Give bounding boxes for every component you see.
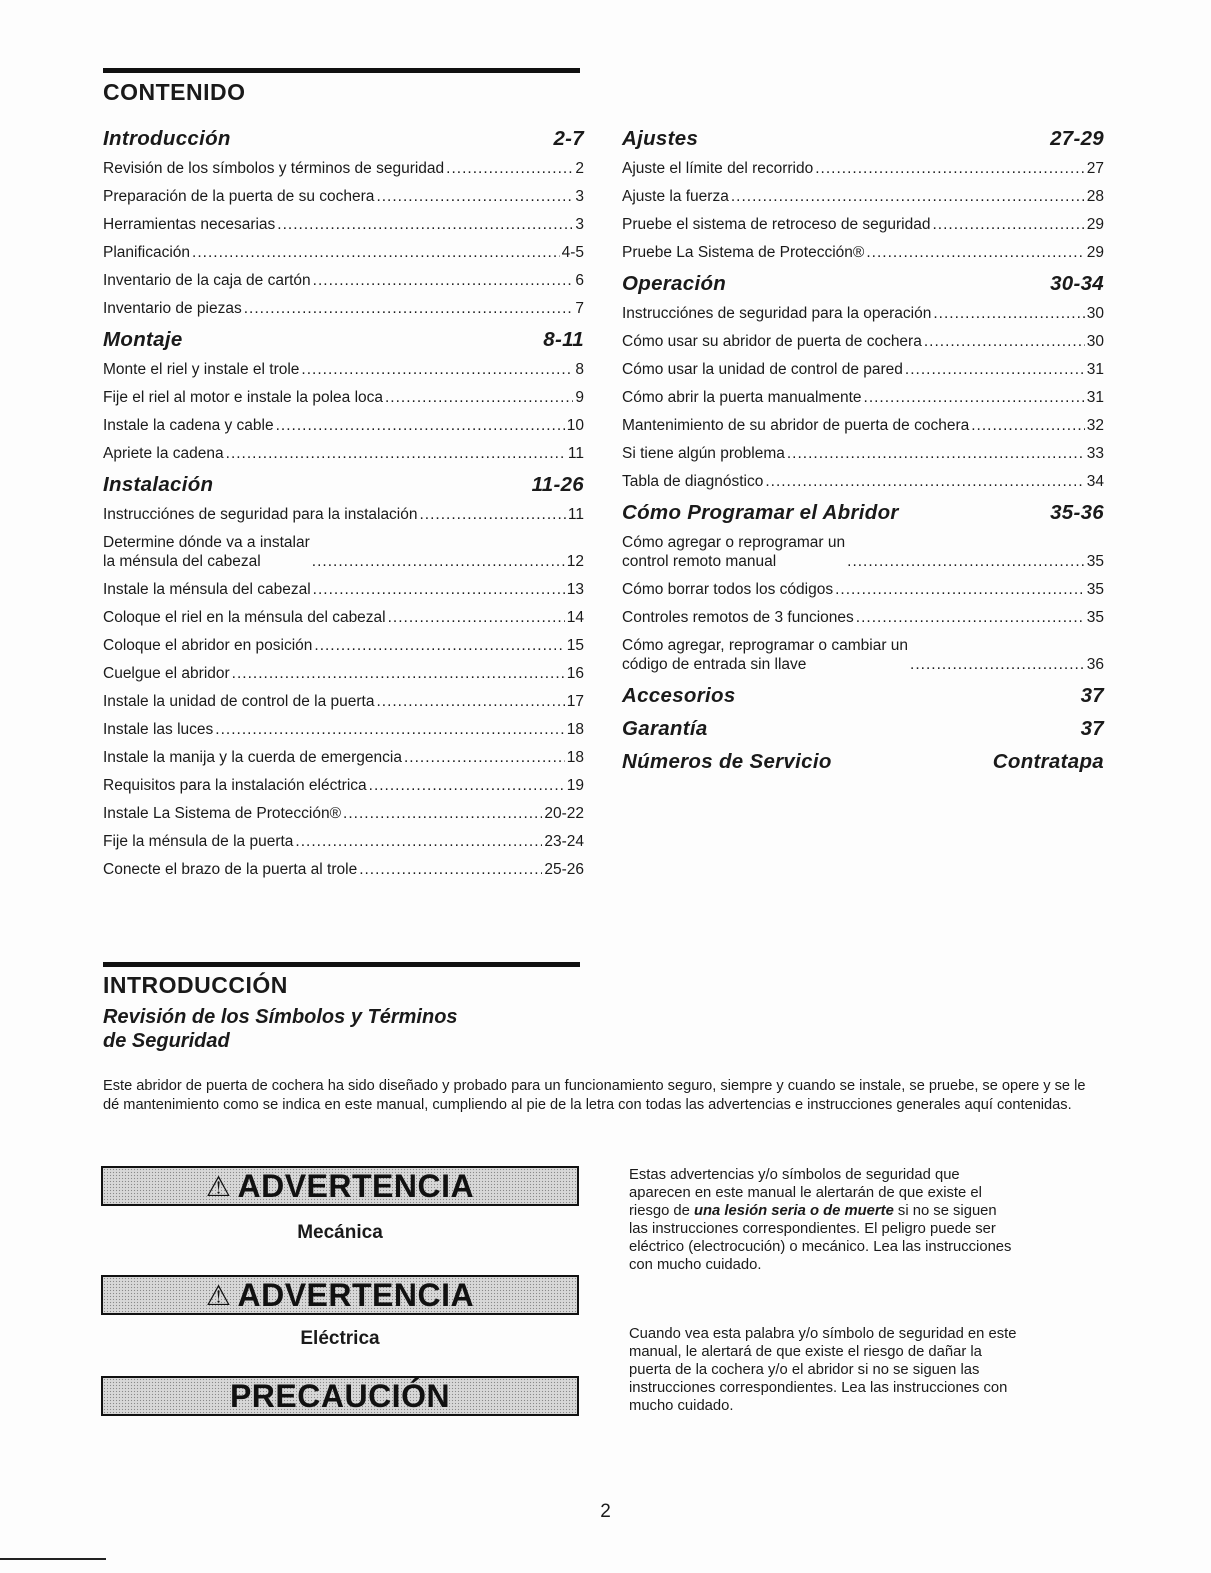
toc-entry-title: Cómo agregar, reprogramar o cambiar un código de entrada sin llave: [622, 637, 909, 673]
toc-section-title: Introducción: [103, 127, 231, 150]
toc-entry: [622, 183, 1104, 211]
electric-warning-icon: ⚠: [205, 1279, 232, 1311]
toc-dot-leader: [314, 636, 564, 655]
toc-entry: [103, 576, 584, 604]
toc-section-heading: [103, 122, 584, 155]
toc-entry-page: 4-5: [561, 244, 584, 261]
toc-section-heading: [622, 496, 1104, 529]
toc-section: [622, 679, 1104, 712]
toc-entry: [103, 155, 584, 183]
toc-dot-leader: [933, 304, 1084, 323]
toc-entry: [103, 529, 584, 576]
toc-section-heading: [622, 679, 1104, 712]
toc-entry: [103, 211, 584, 239]
banner-label: ADVERTENCIA: [237, 1276, 475, 1313]
warning-icon: ⚠: [205, 1170, 232, 1202]
toc-dot-leader: [313, 271, 574, 290]
toc-entry-page: 33: [1086, 445, 1104, 462]
toc-section-heading: [103, 468, 584, 501]
toc-section: [103, 468, 584, 884]
toc-dot-leader: [232, 664, 565, 683]
warning-electrical-banner: [101, 1275, 579, 1315]
toc-entry: [103, 239, 584, 267]
toc-entry-page: 31: [1086, 361, 1104, 378]
toc-entry-title: Instrucciónes de seguridad para la operación: [622, 305, 932, 322]
warning-mechanical-banner: [101, 1166, 579, 1206]
toc-entry-title: Pruebe La Sistema de Protección®: [622, 244, 865, 261]
banner-label: PRECAUCIÓN: [229, 1377, 451, 1414]
toc-entry: [622, 440, 1104, 468]
page-number: 2: [600, 1501, 611, 1522]
toc-section-title: Cómo Programar el Abridor: [622, 501, 899, 524]
toc-dot-leader: [343, 804, 542, 823]
toc-section-heading: [622, 122, 1104, 155]
toc-entry-page: 29: [1086, 216, 1104, 233]
toc-entry-title: Coloque el abridor en posición: [103, 637, 313, 654]
toc-entry: [622, 155, 1104, 183]
toc-entry-page: 36: [1086, 656, 1104, 673]
banner-label: ADVERTENCIA: [237, 1167, 475, 1204]
toc-entry-title: Fije la ménsula de la puerta: [103, 833, 294, 850]
caution-banner: [101, 1376, 579, 1416]
toc-entry: [622, 604, 1104, 632]
toc-section: [622, 496, 1104, 679]
toc-entry-page: 35: [1086, 609, 1104, 626]
toc-entry-page: 32: [1086, 417, 1104, 434]
toc-dot-leader: [420, 505, 566, 524]
toc-section: [103, 323, 584, 468]
toc-entry: [622, 529, 1104, 576]
contents-title: CONTENIDO: [103, 79, 246, 105]
warning-note-text: Estas advertencias y/o símbolos de seguridad que aparecen en este manual le alertarán de que existe el riesgo de: [629, 1167, 982, 1219]
toc-entry-page: 19: [566, 777, 584, 794]
toc-entry: [622, 239, 1104, 267]
toc-dot-leader: [847, 552, 1085, 571]
toc-section-heading: [622, 267, 1104, 300]
toc-entry: [622, 468, 1104, 496]
toc-entry: [103, 660, 584, 688]
toc-entry-title: Ajuste la fuerza: [622, 188, 729, 205]
toc-dot-leader: [226, 444, 566, 463]
intro-paragraph: Este abridor de puerta de cochera ha sido diseñado y probado para un funcionamiento seguro, siempre y cuando se instale, se pruebe, se opere y se le dé mantenimiento como se indica en este manual, cumpliendo al pie de la letra con todas las advertencias e instrucciones generales aquí contenidas.: [103, 1078, 1086, 1113]
toc-entry: [103, 688, 584, 716]
toc-entry-page: 28: [1086, 188, 1104, 205]
toc-entry-page: 25-26: [544, 861, 584, 878]
toc-entry-title: Pruebe el sistema de retroceso de seguridad: [622, 216, 931, 233]
toc-entry-title: Revisión de los símbolos y términos de seguridad: [103, 160, 445, 177]
toc-dot-leader: [731, 187, 1085, 206]
toc-entry-page: 9: [575, 389, 584, 406]
toc-dot-leader: [905, 360, 1085, 379]
toc-entry: [622, 384, 1104, 412]
toc-entry-title: Instale la unidad de control de la puerta: [103, 693, 375, 710]
toc-entry: [103, 800, 584, 828]
toc-entry: [622, 356, 1104, 384]
toc-entry: [103, 440, 584, 468]
toc-entry-list: [622, 155, 1104, 267]
contents-right-column: [622, 122, 1104, 778]
toc-entry-title: Planificación: [103, 244, 191, 261]
toc-section-pages: 37: [1080, 684, 1104, 707]
toc-entry-page: 35: [1086, 581, 1104, 598]
toc-entry-title: Si tiene algún problema: [622, 445, 785, 462]
toc-entry-page: 3: [575, 188, 584, 205]
toc-entry-title: Cómo abrir la puerta manualmente: [622, 389, 862, 406]
toc-entry: [103, 604, 584, 632]
toc-entry-title: Instale las luces: [103, 721, 214, 738]
toc-entry-page: 16: [566, 665, 584, 682]
toc-entry-page: 7: [575, 300, 584, 317]
toc-entry-title: Inventario de piezas: [103, 300, 242, 317]
toc-entry: [622, 632, 1104, 679]
toc-dot-leader: [215, 720, 564, 739]
toc-dot-leader: [856, 608, 1085, 627]
toc-entry-page: 13: [566, 581, 584, 598]
toc-section-pages: 8-11: [543, 328, 584, 351]
toc-entry-list: [103, 501, 584, 884]
toc-entry: [622, 412, 1104, 440]
toc-entry-title: Monte el riel y instale el trole: [103, 361, 300, 378]
toc-entry-page: 3: [575, 216, 584, 233]
toc-entry-page: 31: [1086, 389, 1104, 406]
toc-entry: [103, 267, 584, 295]
toc-entry: [622, 328, 1104, 356]
toc-entry-title: Cómo agregar o reprogramar un control remoto manual: [622, 534, 846, 570]
toc-entry: [622, 300, 1104, 328]
caution-note: Cuando vea esta palabra y/o símbolo de seguridad en este manual, le alertará de que existe el riesgo de dañar la puerta de la cochera y/o el abridor si no se siguen las instrucciones correspondientes. Lea las instrucciones con mucho cuidado.: [629, 1326, 1017, 1414]
toc-entry-page: 35: [1086, 553, 1104, 570]
toc-dot-leader: [835, 580, 1085, 599]
toc-entry-title: Instale la cadena y cable: [103, 417, 274, 434]
toc-entry-page: 8: [575, 361, 584, 378]
toc-section-pages: Contratapa: [992, 750, 1104, 773]
toc-dot-leader: [376, 187, 573, 206]
toc-section: [622, 745, 1104, 778]
toc-dot-leader: [932, 215, 1084, 234]
toc-entry-page: 20-22: [544, 805, 584, 822]
toc-entry: [103, 412, 584, 440]
toc-section: [622, 712, 1104, 745]
toc-entry: [103, 183, 584, 211]
intro-subtitle: Revisión de los Símbolos y Términos de Seguridad: [103, 1006, 458, 1052]
toc-entry-list: [103, 155, 584, 323]
toc-dot-leader: [864, 388, 1085, 407]
toc-entry-page: 12: [566, 553, 584, 570]
intro-title: INTRODUCCIÓN: [103, 972, 288, 998]
toc-entry-page: 18: [566, 721, 584, 738]
toc-entry-title: Instale la ménsula del cabezal: [103, 581, 311, 598]
toc-entry: [622, 211, 1104, 239]
toc-entry-title: Cómo usar la unidad de control de pared: [622, 361, 903, 378]
intro-top-rule: [103, 962, 580, 967]
toc-dot-leader: [295, 832, 542, 851]
toc-section: [622, 122, 1104, 267]
toc-entry-title: Cómo borrar todos los códigos: [622, 581, 834, 598]
toc-entry: [103, 856, 584, 884]
toc-entry: [622, 576, 1104, 604]
toc-entry-title: Tabla de diagnóstico: [622, 473, 764, 490]
toc-entry-title: Requisitos para la instalación eléctrica: [103, 777, 367, 794]
toc-section-title: Accesorios: [622, 684, 736, 707]
toc-entry-list: [622, 300, 1104, 496]
toc-entry-title: Instale La Sistema de Protección®: [103, 805, 342, 822]
toc-dot-leader: [910, 655, 1085, 674]
toc-dot-leader: [971, 416, 1085, 435]
warning-note: [629, 1166, 1104, 1274]
toc-entry: [103, 744, 584, 772]
toc-dot-leader: [301, 360, 573, 379]
toc-dot-leader: [369, 776, 565, 795]
warning-note-text-end: si no se siguen las instrucciones correspondientes. El peligro puede ser eléctrico (electrocución) o mecánico. Lea las instrucciones con mucho cuidado.: [629, 1203, 1012, 1273]
toc-dot-leader: [787, 444, 1085, 463]
toc-entry-page: 23-24: [544, 833, 584, 850]
toc-dot-leader: [388, 608, 565, 627]
toc-entry-page: 14: [566, 609, 584, 626]
toc-section-title: Ajustes: [622, 127, 699, 150]
toc-entry-title: Fije el riel al motor e instale la polea loca: [103, 389, 383, 406]
toc-dot-leader: [313, 580, 565, 599]
warning-electrical-caption: Eléctrica: [300, 1328, 380, 1349]
toc-entry-page: 6: [575, 272, 584, 289]
toc-dot-leader: [192, 243, 560, 262]
toc-entry-page: 10: [566, 417, 584, 434]
warning-note-emphasis: una lesión seria o de muerte: [693, 1203, 894, 1219]
toc-entry-page: 30: [1086, 305, 1104, 322]
toc-entry-list: [622, 529, 1104, 679]
toc-entry-page: 11: [567, 445, 584, 462]
toc-entry: [103, 295, 584, 323]
toc-entry-title: Cuelgue el abridor: [103, 665, 230, 682]
toc-entry-page: 34: [1086, 473, 1104, 490]
toc-entry-page: 30: [1086, 333, 1104, 350]
toc-section: [622, 267, 1104, 496]
toc-section-title: Instalación: [103, 473, 214, 496]
toc-entry-title: Conecte el brazo de la puerta al trole: [103, 861, 358, 878]
toc-dot-leader: [866, 243, 1084, 262]
toc-entry-title: Cómo usar su abridor de puerta de cochera: [622, 333, 922, 350]
toc-entry: [103, 356, 584, 384]
toc-dot-leader: [815, 159, 1085, 178]
toc-section-pages: 27-29: [1050, 127, 1104, 150]
toc-section-pages: 2-7: [553, 127, 584, 150]
toc-section-pages: 11-26: [531, 473, 584, 496]
toc-dot-leader: [312, 552, 565, 571]
toc-entry-page: 15: [566, 637, 584, 654]
toc-entry-title: Instale la manija y la cuerda de emergencia: [103, 749, 402, 766]
toc-dot-leader: [244, 299, 574, 318]
toc-section-pages: 35-36: [1050, 501, 1104, 524]
toc-dot-leader: [446, 159, 573, 178]
toc-section-heading: [622, 712, 1104, 745]
toc-entry-page: 17: [566, 693, 584, 710]
toc-dot-leader: [277, 215, 573, 234]
toc-entry-title: Controles remotos de 3 funciones: [622, 609, 854, 626]
toc-section-pages: 37: [1080, 717, 1104, 740]
toc-entry: [103, 501, 584, 529]
toc-entry: [103, 384, 584, 412]
toc-entry-page: 29: [1086, 244, 1104, 261]
toc-entry-title: Instrucciónes de seguridad para la instalación: [103, 506, 418, 523]
toc-entry: [103, 632, 584, 660]
toc-entry-title: Determine dónde va a instalar la ménsula del cabezal: [103, 534, 310, 570]
toc-section-title: Operación: [622, 272, 727, 295]
toc-dot-leader: [924, 332, 1085, 351]
toc-entry-title: Ajuste el límite del recorrido: [622, 160, 814, 177]
toc-dot-leader: [765, 472, 1084, 491]
toc-entry: [103, 716, 584, 744]
toc-entry-title: Mantenimiento de su abridor de puerta de cochera: [622, 417, 970, 434]
toc-dot-leader: [385, 388, 573, 407]
toc-dot-leader: [376, 692, 564, 711]
toc-section-title: Garantía: [622, 717, 708, 740]
toc-dot-leader: [359, 860, 542, 879]
contents-top-rule: [103, 68, 580, 73]
toc-entry-title: Coloque el riel en la ménsula del cabezal: [103, 609, 386, 626]
contents-left-column: [103, 122, 584, 884]
toc-entry-page: 2: [575, 160, 584, 177]
toc-entry: [103, 828, 584, 856]
toc-section-heading: [103, 323, 584, 356]
toc-entry: [103, 772, 584, 800]
toc-entry-page: 27: [1086, 160, 1104, 177]
toc-entry-list: [103, 356, 584, 468]
warning-mechanical-caption: Mecánica: [297, 1222, 383, 1243]
toc-entry-page: 11: [567, 506, 584, 523]
toc-entry-title: Apriete la cadena: [103, 445, 224, 462]
toc-section-title: Montaje: [103, 328, 183, 351]
toc-section-title: Números de Servicio: [622, 750, 832, 773]
toc-dot-leader: [404, 748, 565, 767]
toc-entry-title: Inventario de la caja de cartón: [103, 272, 311, 289]
bottom-edge-mark: [0, 1558, 106, 1560]
toc-section-pages: 30-34: [1050, 272, 1104, 295]
toc-dot-leader: [276, 416, 565, 435]
toc-entry-page: 18: [566, 749, 584, 766]
toc-entry-title: Herramientas necesarias: [103, 216, 276, 233]
toc-entry-title: Preparación de la puerta de su cochera: [103, 188, 375, 205]
toc-section-heading: [622, 745, 1104, 778]
toc-section: [103, 122, 584, 323]
